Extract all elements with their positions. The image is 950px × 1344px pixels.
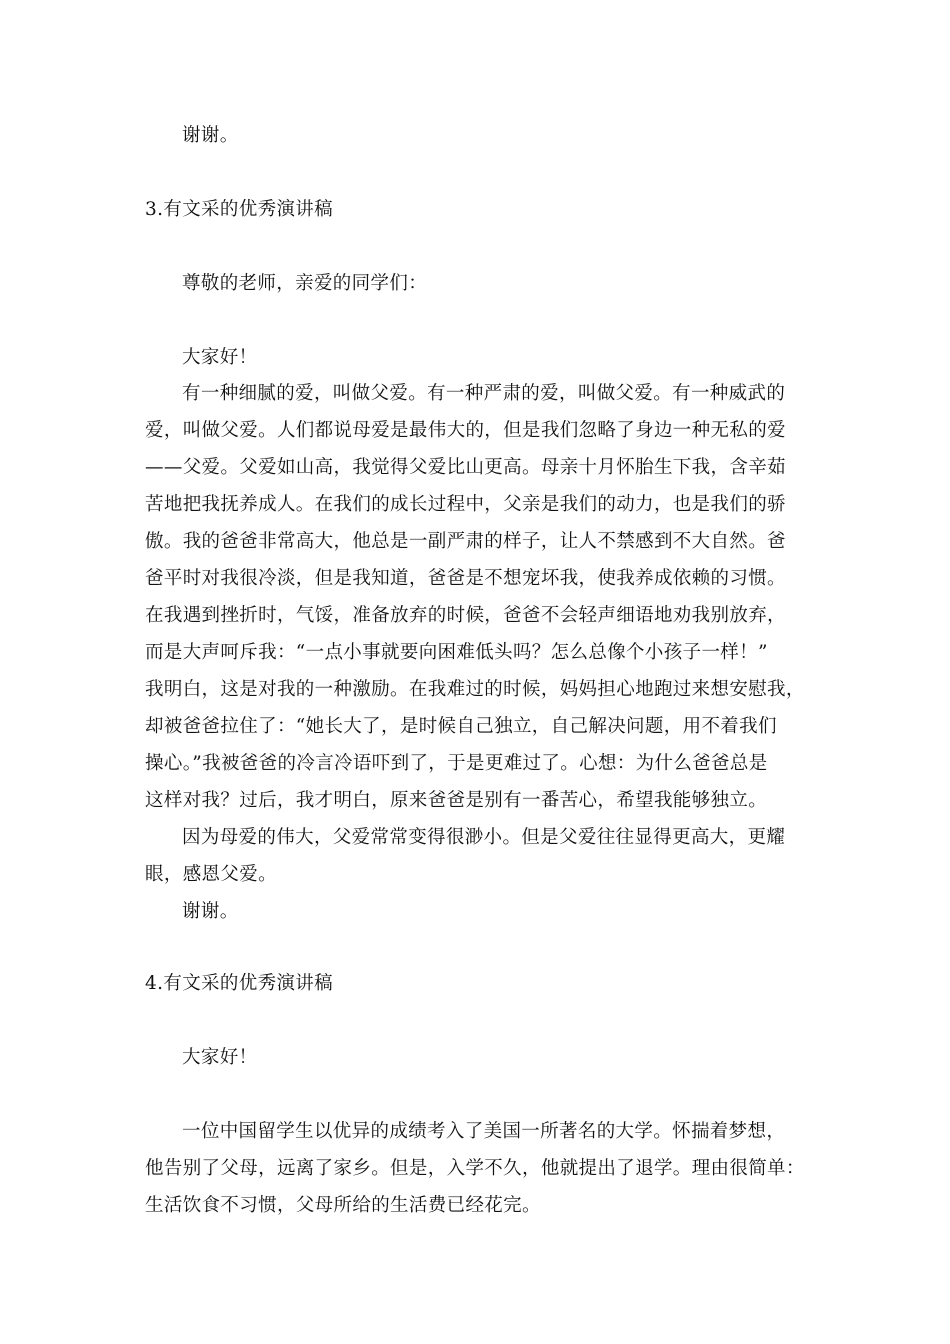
section-4-greeting: 大家好！ bbox=[182, 1047, 258, 1068]
section-3-para2-line: 眼，感恩父爱。 bbox=[145, 864, 277, 885]
section-3-para1-line: 却被爸爸拉住了：“她长大了，是时候自己独立，自己解决问题，用不着我们 bbox=[145, 716, 777, 737]
section-3-para1-line: ——父爱。父爱如山高，我觉得父爱比山更高。母亲十月怀胎生下我，含辛茹 bbox=[145, 457, 786, 478]
closing-thanks-prev: 谢谢。 bbox=[182, 125, 239, 146]
section-3-para1-line: 爸平时对我很冷淡，但是我知道，爸爸是不想宠坏我，使我养成依赖的习惯。 bbox=[145, 568, 786, 589]
section-3-para1-line: 我明白，这是对我的一种激励。在我难过的时候，妈妈担心地跑过来想安慰我， bbox=[145, 679, 805, 700]
section-4-para1-line: 他告别了父母，远离了家乡。但是，入学不久，他就提出了退学。理由很简单： bbox=[145, 1158, 805, 1179]
section-3-para1-line: 爱，叫做父爱。人们都说母爱是最伟大的，但是我们忽略了身边一种无私的爱 bbox=[145, 420, 786, 441]
section-3-greeting: 大家好！ bbox=[182, 347, 258, 368]
section-3-closing: 谢谢。 bbox=[182, 901, 239, 922]
section-4-title: 4.有文采的优秀演讲稿 bbox=[145, 973, 334, 994]
section-3-salutation: 尊敬的老师，亲爱的同学们： bbox=[182, 273, 428, 294]
section-4-para1-line: 生活饮食不习惯，父母所给的生活费已经花完。 bbox=[145, 1195, 541, 1216]
section-3-para1-line: 有一种细腻的爱，叫做父爱。有一种严肃的爱，叫做父爱。有一种威武的 bbox=[182, 383, 786, 404]
section-3-para1-line: 操心。”我被爸爸的冷言冷语吓到了，于是更难过了。心想：为什么爸爸总是 bbox=[145, 753, 768, 774]
section-3-para1-line: 傲。我的爸爸非常高大，他总是一副严肃的样子，让人不禁感到不大自然。爸 bbox=[145, 531, 786, 552]
section-3-para1-line: 而是大声呵斥我：“一点小事就要向困难低头吗？怎么总像个小孩子一样！” bbox=[145, 642, 768, 663]
section-3-title: 3.有文采的优秀演讲稿 bbox=[145, 199, 334, 220]
section-3-para1-line: 在我遇到挫折时，气馁，准备放弃的时候，爸爸不会轻声细语地劝我别放弃， bbox=[145, 605, 786, 626]
section-3-para1-line: 苦地把我抚养成人。在我们的成长过程中，父亲是我们的动力，也是我们的骄 bbox=[145, 494, 786, 515]
section-4-para1-line: 一位中国留学生以优异的成绩考入了美国一所著名的大学。怀揣着梦想， bbox=[182, 1121, 786, 1142]
section-3-para1-line: 这样对我？过后，我才明白，原来爸爸是别有一番苦心，希望我能够独立。 bbox=[145, 790, 768, 811]
section-3-para2-line: 因为母爱的伟大，父爱常常变得很渺小。但是父爱往往显得更高大，更耀 bbox=[182, 827, 786, 848]
